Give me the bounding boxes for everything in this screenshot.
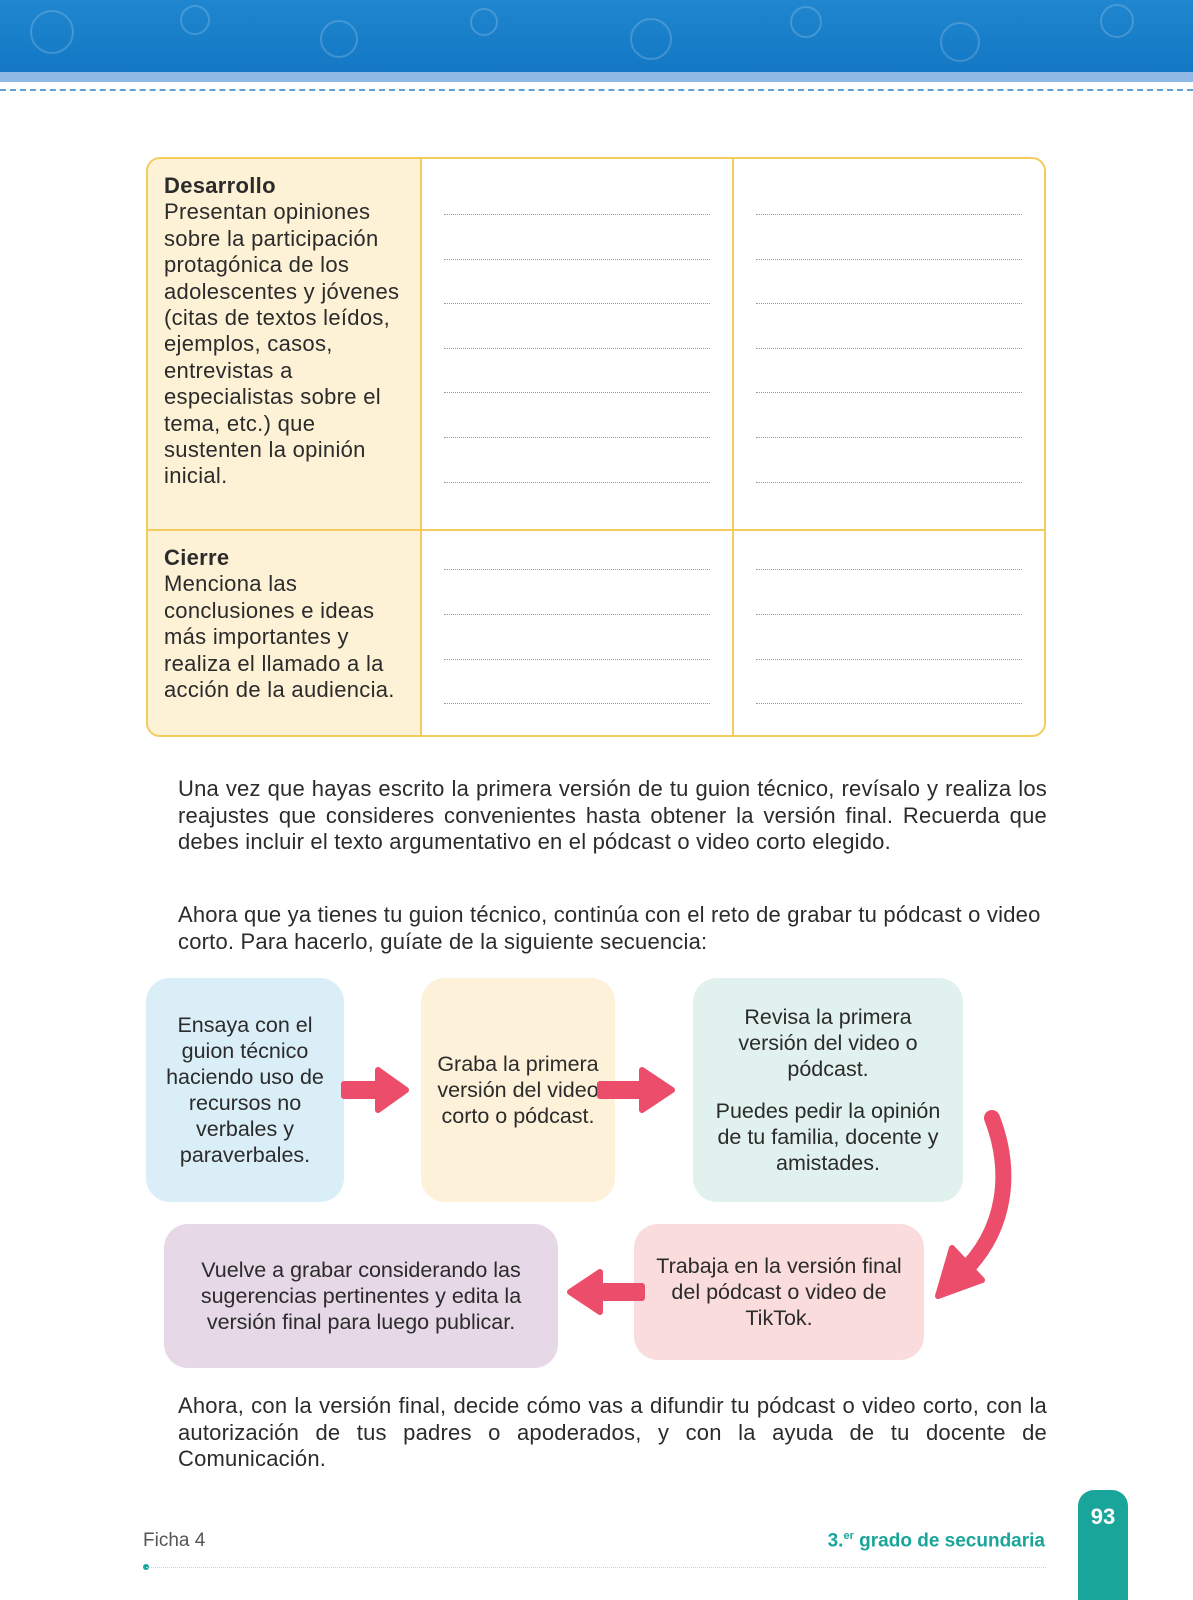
table-row-cierre <box>148 531 1044 737</box>
row-label-cierre <box>148 531 422 737</box>
flow-step-text: Ensaya con el guion técnico haciendo uso de recursos no verbales y paraverbales. <box>166 1013 324 1167</box>
flow-step-record <box>421 978 615 1202</box>
writing-line <box>444 392 710 393</box>
row-description: Menciona las conclusiones e ideas más importantes y realiza el llamado a la acción de la audiencia. <box>164 571 395 703</box>
flow-step-final-version <box>634 1224 924 1360</box>
instruction-paragraph-2: Ahora que ya tienes tu guion técnico, continúa con el reto de grabar tu pódcast o video corto. Para hacerlo, guíate de la siguiente secuencia: <box>178 902 1041 954</box>
answer-column-2[interactable] <box>734 159 1044 529</box>
writing-line <box>444 437 710 438</box>
arrow-right-icon <box>594 1064 678 1116</box>
writing-line <box>444 703 710 704</box>
footer-grade: 3.$^{er}$ grado de secundaria <box>827 1530 1045 1552</box>
writing-line <box>444 482 710 483</box>
flow-step-rehearse <box>146 978 344 1202</box>
writing-line <box>756 482 1022 483</box>
writing-line <box>756 659 1022 660</box>
flow-step-text: Trabaja en la versión final del pódcast o video de TikTok. <box>656 1254 902 1330</box>
writing-line <box>756 437 1022 438</box>
header-dashed-divider <box>0 89 1193 91</box>
answer-column-1[interactable] <box>422 159 734 529</box>
flow-step-text: Vuelve a grabar considerando las sugerencias pertinentes y edita la versión final para luego publicar. <box>200 1258 522 1334</box>
writing-line <box>444 614 710 615</box>
footer-ficha: Ficha 4 <box>143 1530 206 1551</box>
writing-line <box>444 303 710 304</box>
writing-line <box>756 392 1022 393</box>
writing-line <box>444 569 710 570</box>
writing-line <box>756 259 1022 260</box>
flow-step-text: Revisa la primera versión del video o pódcast. <box>738 1005 918 1081</box>
page-number: 93 <box>1090 1504 1116 1529</box>
worksheet-table <box>146 157 1046 737</box>
answer-column-2[interactable] <box>734 531 1044 737</box>
writing-line <box>756 703 1022 704</box>
flow-step-review <box>693 978 963 1202</box>
instruction-paragraph-1: Una vez que hayas escrito la primera versión de tu guion técnico, revísalo y realiza los reajustes que consideres convenientes hasta obtener la versión final. Recuerda que debes incluir el texto argumentativo en el pódcast o video corto elegido. <box>178 776 1047 854</box>
arrow-right-icon <box>340 1064 412 1116</box>
writing-line <box>444 259 710 260</box>
row-label-desarrollo <box>148 159 422 529</box>
row-description: Presentan opiniones sobre la participación protagónica de los adolescentes y jóvenes (citas de textos leídos, ejemplos, casos, entrevistas a especialistas sobre el tema, etc.) que sustenten la opinión inicial. <box>164 199 400 489</box>
footer-divider <box>146 1567 1046 1568</box>
page-number-tab <box>1078 1490 1128 1600</box>
writing-line <box>756 348 1022 349</box>
writing-line <box>756 214 1022 215</box>
row-title: Desarrollo <box>164 173 276 198</box>
writing-line <box>756 303 1022 304</box>
arrow-left-icon <box>564 1266 648 1318</box>
writing-line <box>444 214 710 215</box>
writing-line <box>444 348 710 349</box>
writing-line <box>756 569 1022 570</box>
flow-step-note: Puedes pedir la opinión de tu familia, docente y amistades. <box>715 1099 941 1175</box>
writing-line <box>756 614 1022 615</box>
flow-step-text: Graba la primera versión del video corto o pódcast. <box>437 1052 599 1128</box>
curved-arrow-down-icon <box>930 1110 1030 1300</box>
writing-line <box>444 659 710 660</box>
table-row-desarrollo <box>148 159 1044 531</box>
row-title: Cierre <box>164 545 230 570</box>
header-banner <box>0 0 1193 72</box>
answer-column-1[interactable] <box>422 531 734 737</box>
header-stripe <box>0 72 1193 82</box>
instruction-paragraph-3: Ahora, con la versión final, decide cómo vas a difundir tu pódcast o video corto, con la autorización de tus padres o apoderados, y con la ayuda de tu docente de Comunicación. <box>178 1393 1047 1471</box>
flow-step-re-record <box>164 1224 558 1368</box>
